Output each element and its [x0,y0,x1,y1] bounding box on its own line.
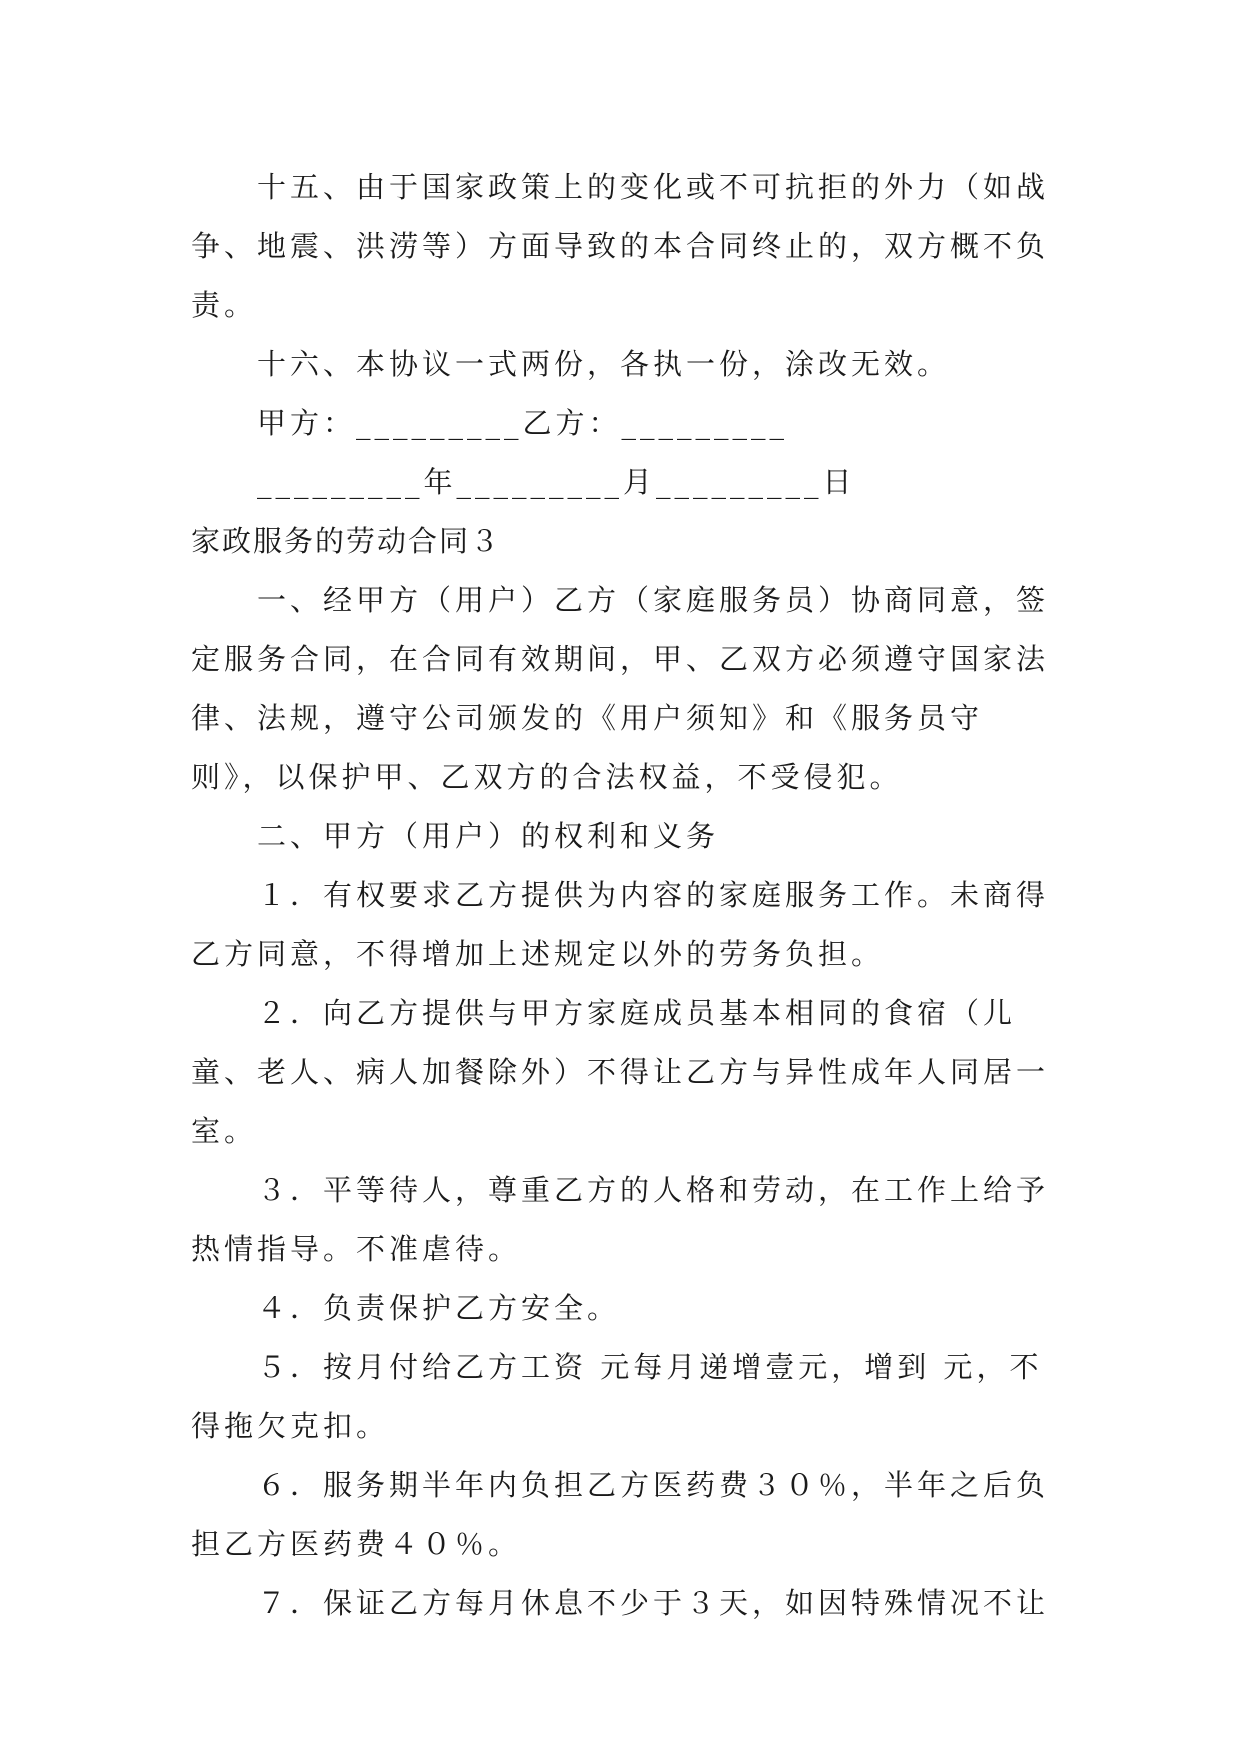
item-7: ７．保证乙方每月休息不少于３天，如因特殊情况不让 [257,1586,1050,1620]
date-line: _________年_________月_________日 [257,465,856,499]
clause-1: 一、经甲方（用户）乙方（家庭服务员）协商同意，签定服务合同，在合同有效期间，甲、乙双方必须遵守国家法律、法规，遵守公司颁发的《用户须知》和《服务员守则》，以保护甲、乙双方的合法权益，不受侵犯。 [191,583,1050,794]
item-4: ４．负责保护乙方安全。 [257,1291,621,1325]
contract-title: 家政服务的劳动合同３ [191,524,502,558]
item-6: ６．服务期半年内负担乙方医药费３０％，半年之后负担乙方医药费４０％。 [191,1468,1050,1561]
clause-2-heading: 二、甲方（用户）的权利和义务 [257,819,720,853]
clause-15: 十五、由于国家政策上的变化或不可抗拒的外力（如战争、地震、洪涝等）方面导致的本合同终止的，双方概不负责。 [191,170,1050,322]
item-3: ３．平等待人，尊重乙方的人格和劳动，在工作上给予热情指导。不准虐待。 [191,1173,1050,1266]
clause-16: 十六、本协议一式两份，各执一份，涂改无效。 [257,347,951,381]
item-1: １．有权要求乙方提供为内容的家庭服务工作。未商得乙方同意，不得增加上述规定以外的劳务负担。 [191,878,1050,971]
signature-line: 甲方：_________乙方：_________ [257,406,789,440]
item-5: ５．按月付给乙方工资 元每月递增壹元，增到 元，不得拖欠克扣。 [191,1350,1043,1443]
item-2: ２．向乙方提供与甲方家庭成员基本相同的食宿（儿童、老人、病人加餐除外）不得让乙方与异性成年人同居一室。 [191,996,1050,1148]
document-body [191,158,1051,1633]
